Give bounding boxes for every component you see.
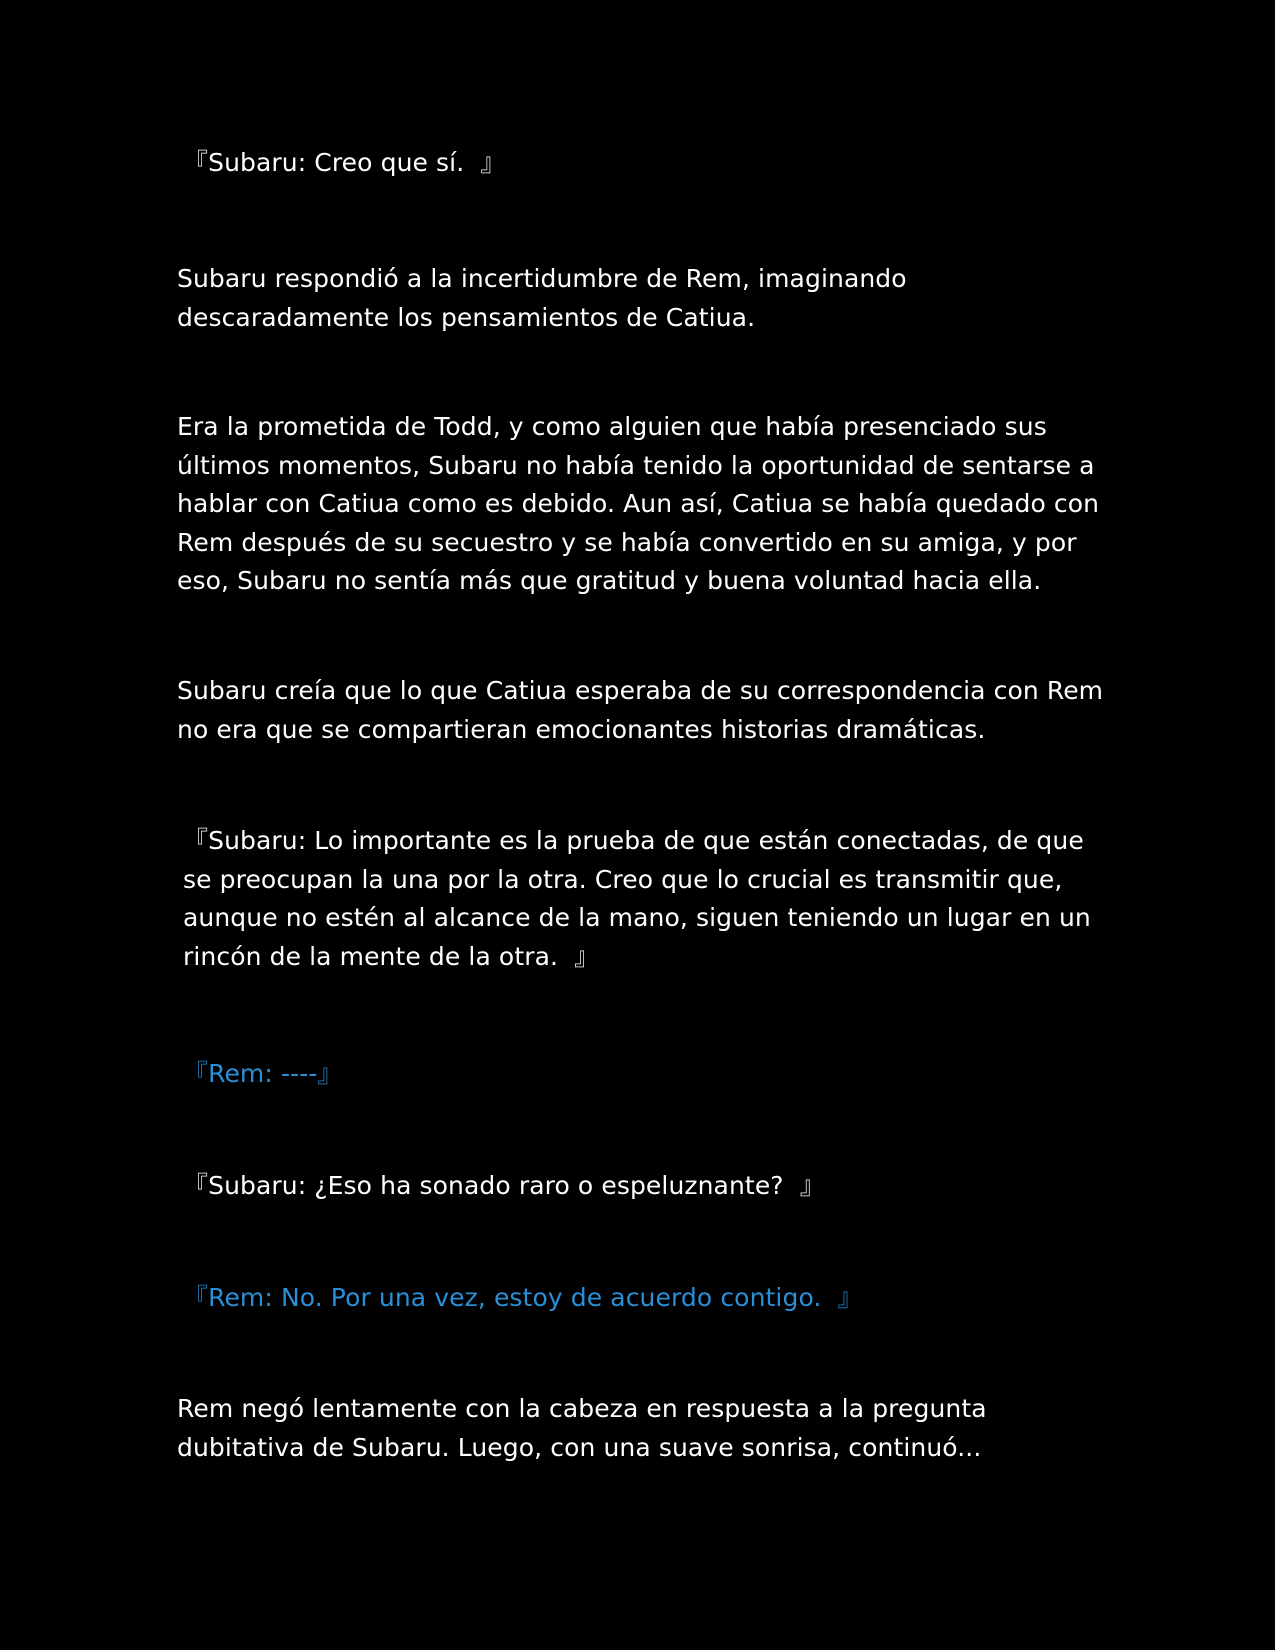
narration-paragraph-4: Rem negó lentamente con la cabeza en respuesta a la pregunta dubitativa de Subaru. Luego, con una suave sonrisa, continuó...	[177, 1394, 987, 1462]
narration-paragraph-3: Subaru creía que lo que Catiua esperaba de su correspondencia con Rem no era que se compartieran emocionantes historias dramáticas.	[177, 676, 1104, 744]
dialogue-subaru-2: 『Subaru: Lo importante es la prueba de que están conectadas, de que se preocupan la una por la otra. Creo que lo crucial es transmitir que, aunque no estén al alcance de la mano, siguen teniendo un lugar en un rincón de la mente de la otra. 』	[183, 826, 1091, 971]
dialogue-rem-1: 『Rem: ----』	[183, 1059, 343, 1088]
dialogue-subaru-1: 『Subaru: Creo que sí. 』	[183, 148, 506, 177]
dialogue-subaru-3: 『Subaru: ¿Eso ha sonado raro o espeluznante? 』	[183, 1171, 825, 1200]
dialogue-rem-2: 『Rem: No. Por una vez, estoy de acuerdo contigo. 』	[183, 1283, 863, 1312]
narration-paragraph-2: Era la prometida de Todd, y como alguien que había presenciado sus últimos momentos, Subaru no había tenido la oportunidad de sentarse a hablar con Catiua como es debido. Aun así, Catiua se había quedado con Rem después de su secuestro y se había convertido en su amiga, y por eso, Subaru no sentía más que gratitud y buena voluntad hacia ella.	[177, 412, 1100, 595]
narration-paragraph-1: Subaru respondió a la incertidumbre de Rem, imaginando descaradamente los pensamientos de Catiua.	[177, 264, 907, 332]
